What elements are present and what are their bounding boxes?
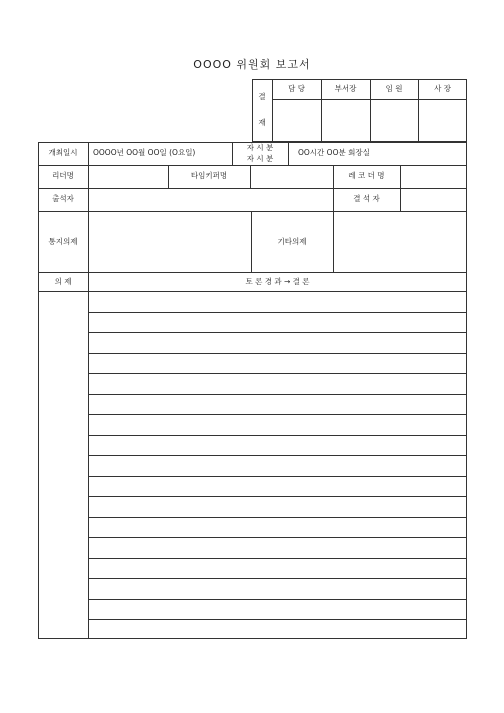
meeting-date-label: 개최일시 (48, 148, 78, 157)
approval-col-manager: 담 당 (288, 84, 305, 93)
absent-label: 결 석 자 (353, 194, 380, 203)
recorder-label: 레 코 더 명 (348, 171, 385, 180)
page-title: OOOO 위원회 보고서 (193, 58, 311, 71)
approval-col-executive: 임 원 (385, 84, 403, 93)
approval-col-president: 사 장 (434, 84, 451, 93)
notice-agenda-label: 통지의제 (48, 237, 78, 246)
timekeeper-label: 타임키퍼명 (190, 171, 228, 180)
leader-label: 리더명 (52, 171, 74, 180)
meeting-date-value: OOOO년 OO월 OO일 (O요일) (93, 148, 196, 157)
other-agenda-label: 기타의제 (277, 237, 307, 246)
approval-label-top: 결 (258, 92, 266, 101)
meeting-time-label-end: 자 시 분 (246, 154, 274, 163)
approval-label-bottom: 재 (258, 118, 266, 127)
discussion-label: 토 론 경 과 → 결 론 (245, 277, 310, 286)
meeting-duration-place: OO시간 OO분 회장실 (298, 148, 370, 157)
present-label: 출석자 (52, 194, 74, 203)
topic-label: 의 제 (54, 277, 72, 286)
report-form (38, 142, 467, 639)
meeting-time-label-start: 자 시 분 (246, 143, 274, 152)
approval-col-dept-head: 부서장 (334, 84, 357, 93)
